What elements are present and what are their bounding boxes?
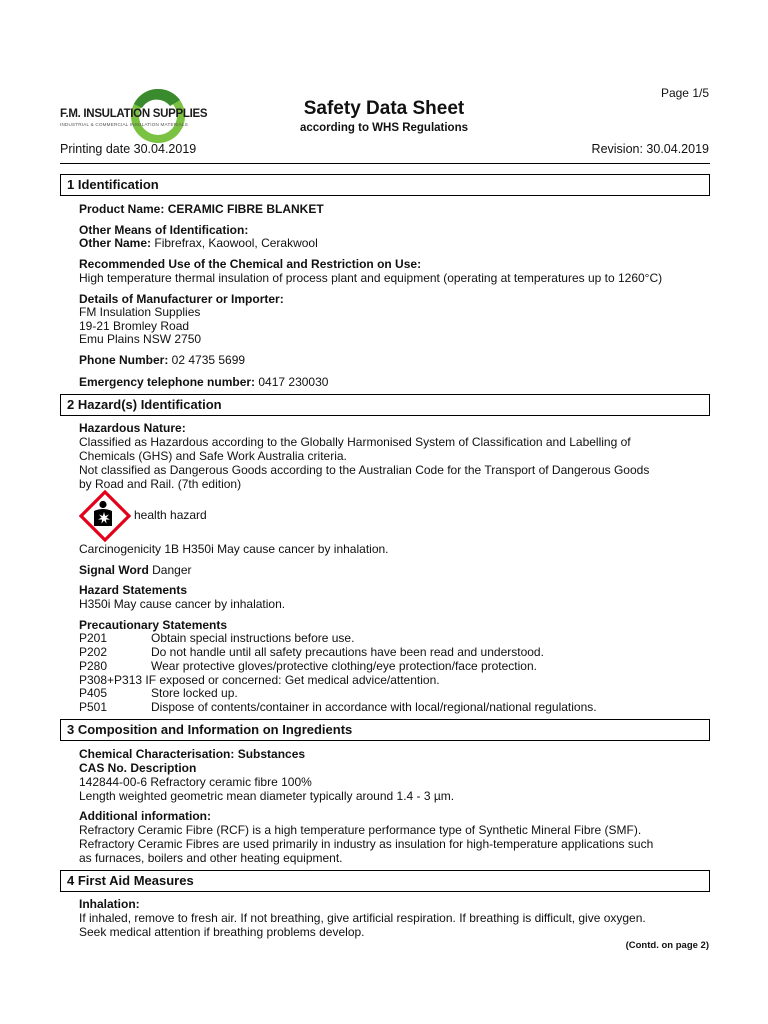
cas-line: 142844-00-6 Refractory ceramic fibre 100% — [79, 775, 312, 789]
section-3-header — [60, 719, 710, 741]
section-2-body: Hazardous Nature: Classified as Hazardous according to the Globally Harmonised System of Classification and Labelling of Chemicals (GHS) and Safe Work Australia criteria. Not classified as Dangerous Goods according to the Australian Code for the Transport of Dangerous Goods by Road and Rail. (7th edition) health hazard Carcinogenicity 1B H350i May cause cancer by inhalation. Signal Word Danger Hazard Statements H350i May cause cancer by inhalation. Precautionary Statements P201 Obtain special instructions before use. P202 Do not handle until all safety precautions have been read and understood. P280 Wear protective gloves/protective clothing/eye protection/face protection. P308+P313 IF exposed or concerned: Get medical advice/attention. P405 Store locked up. P501 Dispose of contents/container in accordance with local/regional/national regulations. — [79, 422, 709, 717]
hazardous-nature-line: Chemicals (GHS) and Safe Work Australia criteria. — [79, 449, 347, 463]
section-4-body — [79, 898, 709, 943]
document-subtitle: according to WHS Regulations — [299, 122, 469, 134]
precautionary-row: P308+P313 IF exposed or concerned: Get medical advice/attention. — [79, 673, 440, 687]
section-heading: 2 Hazard(s) Identification — [67, 397, 222, 412]
manufacturer-line: Emu Plains NSW 2750 — [79, 332, 202, 346]
section-2-header — [60, 394, 710, 416]
other-means-label: Other Means of Identification: — [79, 223, 249, 237]
pictogram-label: health hazard — [134, 508, 207, 522]
document-title: Safety Data Sheet — [303, 98, 465, 119]
hazardous-nature-label: Hazardous Nature: — [79, 421, 186, 435]
continued-note: (Contd. on page 2) — [625, 940, 709, 951]
hazard-statement: H350i May cause cancer by inhalation. — [79, 597, 286, 611]
inhalation-label: Inhalation: — [79, 897, 140, 911]
manufacturer-label: Details of Manufacturer or Importer: — [79, 292, 284, 306]
additional-information-label: Additional information: — [79, 809, 211, 823]
section-4-header — [60, 870, 710, 892]
logo-wordmark: F.M. INSULATION SUPPLIES — [60, 108, 208, 120]
product-name: Product Name: CERAMIC FIBRE BLANKET — [79, 202, 324, 216]
page-number: Page 1/5 — [660, 86, 709, 100]
inhalation-line: If inhaled, remove to fresh air. If not breathing, give artificial respiration. If breathing is difficult, give oxygen. — [79, 911, 646, 925]
phone-number: Phone Number: 02 4735 5699 — [79, 353, 246, 367]
section-heading: 4 First Aid Measures — [67, 873, 194, 888]
signal-word: Signal Word Danger — [79, 563, 192, 577]
other-name: Other Name: Fibrefrax, Kaowool, Cerakwool — [79, 236, 318, 250]
hazardous-nature-line: by Road and Rail. (7th edition) — [79, 477, 242, 491]
section-1-header — [60, 174, 710, 196]
section-3-body — [79, 748, 709, 866]
manufacturer-line: 19-21 Bromley Road — [79, 319, 190, 333]
precautionary-label: Precautionary Statements — [79, 618, 228, 632]
recommended-use-label: Recommended Use of the Chemical and Restriction on Use: — [79, 257, 422, 271]
carcinogenicity-line: Carcinogenicity 1B H350i May cause cancer by inhalation. — [79, 542, 389, 556]
hazardous-nature-line: Not classified as Dangerous Goods according to the Australian Code for the Transport of Dangerous Goods — [79, 463, 650, 477]
health-hazard-icon — [79, 490, 131, 542]
logo-tagline: INDUSTRIAL & COMMERCIAL INSULATION MATERIALS — [60, 122, 188, 127]
inhalation-line: Seek medical attention if breathing problems develop. — [79, 925, 365, 939]
chemical-characterisation-label: Chemical Characterisation: Substances — [79, 747, 306, 761]
additional-information-line: as furnaces, boilers and other heating equipment. — [79, 851, 343, 865]
recommended-use-value: High temperature thermal insulation of process plant and equipment (operating at temperatures up to 1260°C) — [79, 271, 663, 285]
diameter-line: Length weighted geometric mean diameter typically around 1.4 - 3 µm. — [79, 789, 455, 803]
section-1-body — [79, 203, 709, 393]
revision-date: Revision: 30.04.2019 — [591, 142, 709, 156]
section-heading: 1 Identification — [67, 177, 159, 192]
hazard-statements-label: Hazard Statements — [79, 583, 188, 597]
printing-date: Printing date 30.04.2019 — [60, 142, 197, 156]
hazardous-nature-line: Classified as Hazardous according to the Globally Harmonised System of Classification and Labelling of — [79, 435, 631, 449]
additional-information-line: Refractory Ceramic Fibre (RCF) is a high temperature performance type of Synthetic Mineral Fibre (SMF). — [79, 823, 642, 837]
manufacturer-line: FM Insulation Supplies — [79, 305, 201, 319]
emergency-number: Emergency telephone number: 0417 230030 — [79, 375, 329, 389]
cas-description-label: CAS No. Description — [79, 761, 197, 775]
additional-information-line: Refractory Ceramic Fibres are used primarily in industry as insulation for high-temperature applications such — [79, 837, 654, 851]
section-heading: 3 Composition and Information on Ingredients — [67, 722, 353, 737]
header-divider — [60, 163, 710, 164]
